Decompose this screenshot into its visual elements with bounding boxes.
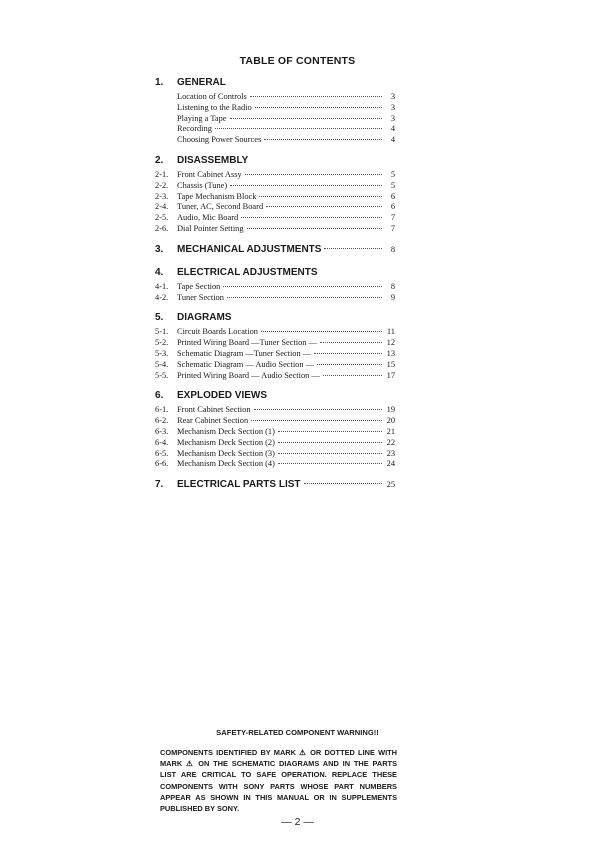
entry-title: Schematic Diagram —Tuner Section —	[177, 348, 312, 358]
table-of-contents	[155, 77, 395, 502]
section-page: 25	[386, 480, 395, 490]
toc-entry	[155, 181, 395, 192]
dot-leader	[247, 228, 382, 229]
dot-leader	[323, 375, 382, 376]
entry-number: 5-1.	[155, 327, 169, 337]
entry-title: Tuner Section	[177, 292, 224, 302]
entry-title: Printed Wiring Board — Audio Section —	[177, 370, 320, 380]
toc-entry	[155, 416, 395, 427]
entry-page: 15	[386, 359, 395, 369]
section-heading	[155, 390, 395, 404]
section-title: ELECTRICAL ADJUSTMENTS	[177, 266, 318, 278]
entry-number: 2-5.	[155, 213, 169, 223]
entry-number: 6-6.	[155, 459, 169, 469]
dot-leader	[266, 206, 382, 207]
entry-number: 2-3.	[155, 191, 169, 201]
dot-leader	[261, 331, 382, 332]
toc-entry	[155, 438, 395, 449]
toc-entry	[155, 224, 395, 235]
entry-number: 4-1.	[155, 281, 169, 291]
section-number: 4.	[155, 266, 164, 278]
entry-title: Dial Pointer Setting	[177, 223, 244, 233]
dot-leader	[324, 248, 382, 249]
entry-page: 9	[390, 292, 395, 302]
entry-page: 11	[386, 327, 395, 337]
section-heading	[155, 267, 395, 281]
entry-page: 17	[386, 370, 395, 380]
entry-number: 5-4.	[155, 359, 169, 369]
section-heading	[155, 312, 395, 326]
toc-entry	[155, 327, 395, 338]
toc-section	[155, 312, 395, 381]
dot-leader	[255, 107, 382, 108]
entry-title: Listening to the Radio	[177, 102, 252, 112]
entry-page: 8	[390, 281, 395, 291]
dot-leader	[278, 431, 382, 432]
entry-page: 7	[390, 213, 395, 223]
section-title: GENERAL	[177, 77, 226, 88]
page-title: TABLE OF CONTENTS	[239, 55, 356, 67]
dot-leader	[223, 286, 382, 287]
entry-title: Chassis (Tune)	[177, 180, 228, 190]
entry-title: Choosing Power Sources	[177, 135, 262, 145]
dot-leader	[259, 196, 382, 197]
toc-entry	[155, 293, 395, 304]
toc-entry	[155, 360, 395, 371]
dot-leader	[320, 342, 382, 343]
section-page: 8	[390, 244, 395, 254]
dot-leader	[230, 118, 383, 119]
dot-leader	[227, 297, 382, 298]
entry-page: 7	[390, 223, 395, 233]
dot-leader	[250, 96, 382, 97]
entry-title: Mechanism Deck Section (3)	[177, 448, 275, 458]
section-title: DIAGRAMS	[177, 312, 232, 324]
entry-page: 4	[390, 124, 395, 134]
toc-entry	[155, 349, 395, 360]
entry-page: 6	[390, 202, 395, 212]
entry-page: 19	[386, 405, 395, 415]
entry-title: Mechanism Deck Section (1)	[177, 426, 275, 436]
section-title: MECHANICAL ADJUSTMENTS	[177, 243, 322, 255]
dot-leader	[317, 364, 382, 365]
dot-leader	[278, 442, 382, 443]
entry-page: 13	[386, 348, 395, 358]
section-number: 1.	[155, 77, 164, 88]
warning-title: SAFETY-RELATED COMPONENT WARNING!!	[216, 728, 379, 737]
entry-title: Playing a Tape	[177, 113, 227, 123]
dot-leader	[314, 353, 382, 354]
entry-title: Schematic Diagram — Audio Section —	[177, 359, 314, 369]
section-heading	[155, 244, 395, 258]
page-number: — 2 —	[281, 816, 314, 828]
entry-number: 2-1.	[155, 169, 169, 179]
entry-title: Tape Mechanism Block	[177, 191, 257, 201]
section-number: 2.	[155, 154, 164, 166]
entry-page: 3	[390, 113, 395, 123]
entry-page: 12	[386, 338, 395, 348]
entry-number: 5-5.	[155, 370, 169, 380]
section-title: EXPLODED VIEWS	[177, 390, 268, 402]
entry-number: 2-4.	[155, 202, 169, 212]
entry-page: 6	[390, 191, 395, 201]
dot-leader	[264, 139, 382, 140]
dot-leader	[278, 463, 382, 464]
entry-title: Mechanism Deck Section (2)	[177, 437, 275, 447]
dot-leader	[241, 217, 382, 218]
toc-entry	[155, 114, 395, 125]
toc-entry	[155, 338, 395, 349]
entry-title: Recording	[177, 124, 212, 134]
dot-leader	[251, 420, 382, 421]
entry-title: Printed Wiring Board —Tuner Section —	[177, 338, 317, 348]
entry-number: 6-3.	[155, 426, 169, 436]
entry-page: 3	[390, 92, 395, 101]
entry-number: 2-6.	[155, 223, 169, 233]
toc-entry	[155, 202, 395, 213]
entry-number: 5-3.	[155, 348, 169, 358]
entry-title: Rear Cabinet Section	[177, 416, 249, 426]
entry-page: 4	[390, 135, 395, 145]
toc-entry	[155, 170, 395, 181]
entry-page: 5	[390, 180, 395, 190]
entry-number: 6-4.	[155, 437, 169, 447]
toc-section	[155, 390, 395, 470]
entry-page: 5	[390, 169, 395, 179]
entry-page: 3	[390, 102, 395, 112]
toc-entry	[155, 103, 395, 114]
toc-section	[155, 77, 395, 146]
entry-number: 2-2.	[155, 180, 169, 190]
toc-entry	[155, 371, 395, 382]
section-title: DISASSEMBLY	[177, 154, 249, 166]
toc-entry	[155, 282, 395, 293]
section-number: 3.	[155, 243, 164, 255]
entry-page: 23	[386, 448, 395, 458]
section-number: 6.	[155, 390, 164, 402]
entry-page: 24	[386, 459, 395, 469]
toc-entry	[155, 449, 395, 460]
toc-entry	[155, 124, 395, 135]
entry-title: Mechanism Deck Section (4)	[177, 459, 275, 469]
toc-entry	[155, 405, 395, 416]
entry-page: 21	[386, 426, 395, 436]
section-heading	[155, 77, 395, 91]
section-heading	[155, 479, 395, 493]
dot-leader	[304, 483, 382, 484]
toc-entry	[155, 427, 395, 438]
section-heading	[155, 155, 395, 169]
entry-title: Tape Section	[177, 281, 221, 291]
toc-section	[155, 155, 395, 235]
entry-title: Circuit Boards Location	[177, 327, 258, 337]
entry-title: Audio, Mic Board	[177, 213, 239, 223]
toc-section	[155, 479, 395, 493]
entry-number: 6-1.	[155, 405, 169, 415]
toc-entry	[155, 92, 395, 103]
dot-leader	[278, 453, 382, 454]
toc-entry	[155, 459, 395, 470]
entry-number: 6-2.	[155, 416, 169, 426]
section-number: 7.	[155, 479, 164, 491]
warning-body: COMPONENTS IDENTIFIED BY MARK ⚠ OR DOTTED LINE WITH MARK ⚠ ON THE SCHEMATIC DIAGRAMS AND IN THE PARTS LIST ARE CRITICAL TO SAFE OPERATION. REPLACE THESE COMPONENTS WITH SONY PARTS WHOSE PART NUMBERS APPEAR AS SHOWN IN THIS MANUAL OR IN SUPPLEMENTS PUBLISHED BY SONY.	[160, 748, 397, 814]
section-number: 5.	[155, 312, 164, 324]
section-title: ELECTRICAL PARTS LIST	[177, 479, 301, 491]
entry-number: 5-2.	[155, 338, 169, 348]
dot-leader	[215, 128, 382, 129]
entry-title: Location of Controls	[177, 92, 247, 101]
toc-entry	[155, 213, 395, 224]
dot-leader	[254, 409, 382, 410]
entry-title: Front Cabinet Assy	[177, 169, 242, 179]
entry-title: Tuner, AC, Second Board	[177, 202, 264, 212]
dot-leader	[245, 174, 382, 175]
dot-leader	[230, 185, 382, 186]
toc-entry	[155, 192, 395, 203]
toc-section	[155, 267, 395, 304]
entry-page: 22	[386, 437, 395, 447]
entry-number: 4-2.	[155, 292, 169, 302]
toc-entry	[155, 135, 395, 146]
entry-title: Front Cabinet Section	[177, 405, 251, 415]
toc-section	[155, 244, 395, 258]
entry-number: 6-5.	[155, 448, 169, 458]
entry-page: 20	[386, 416, 395, 426]
